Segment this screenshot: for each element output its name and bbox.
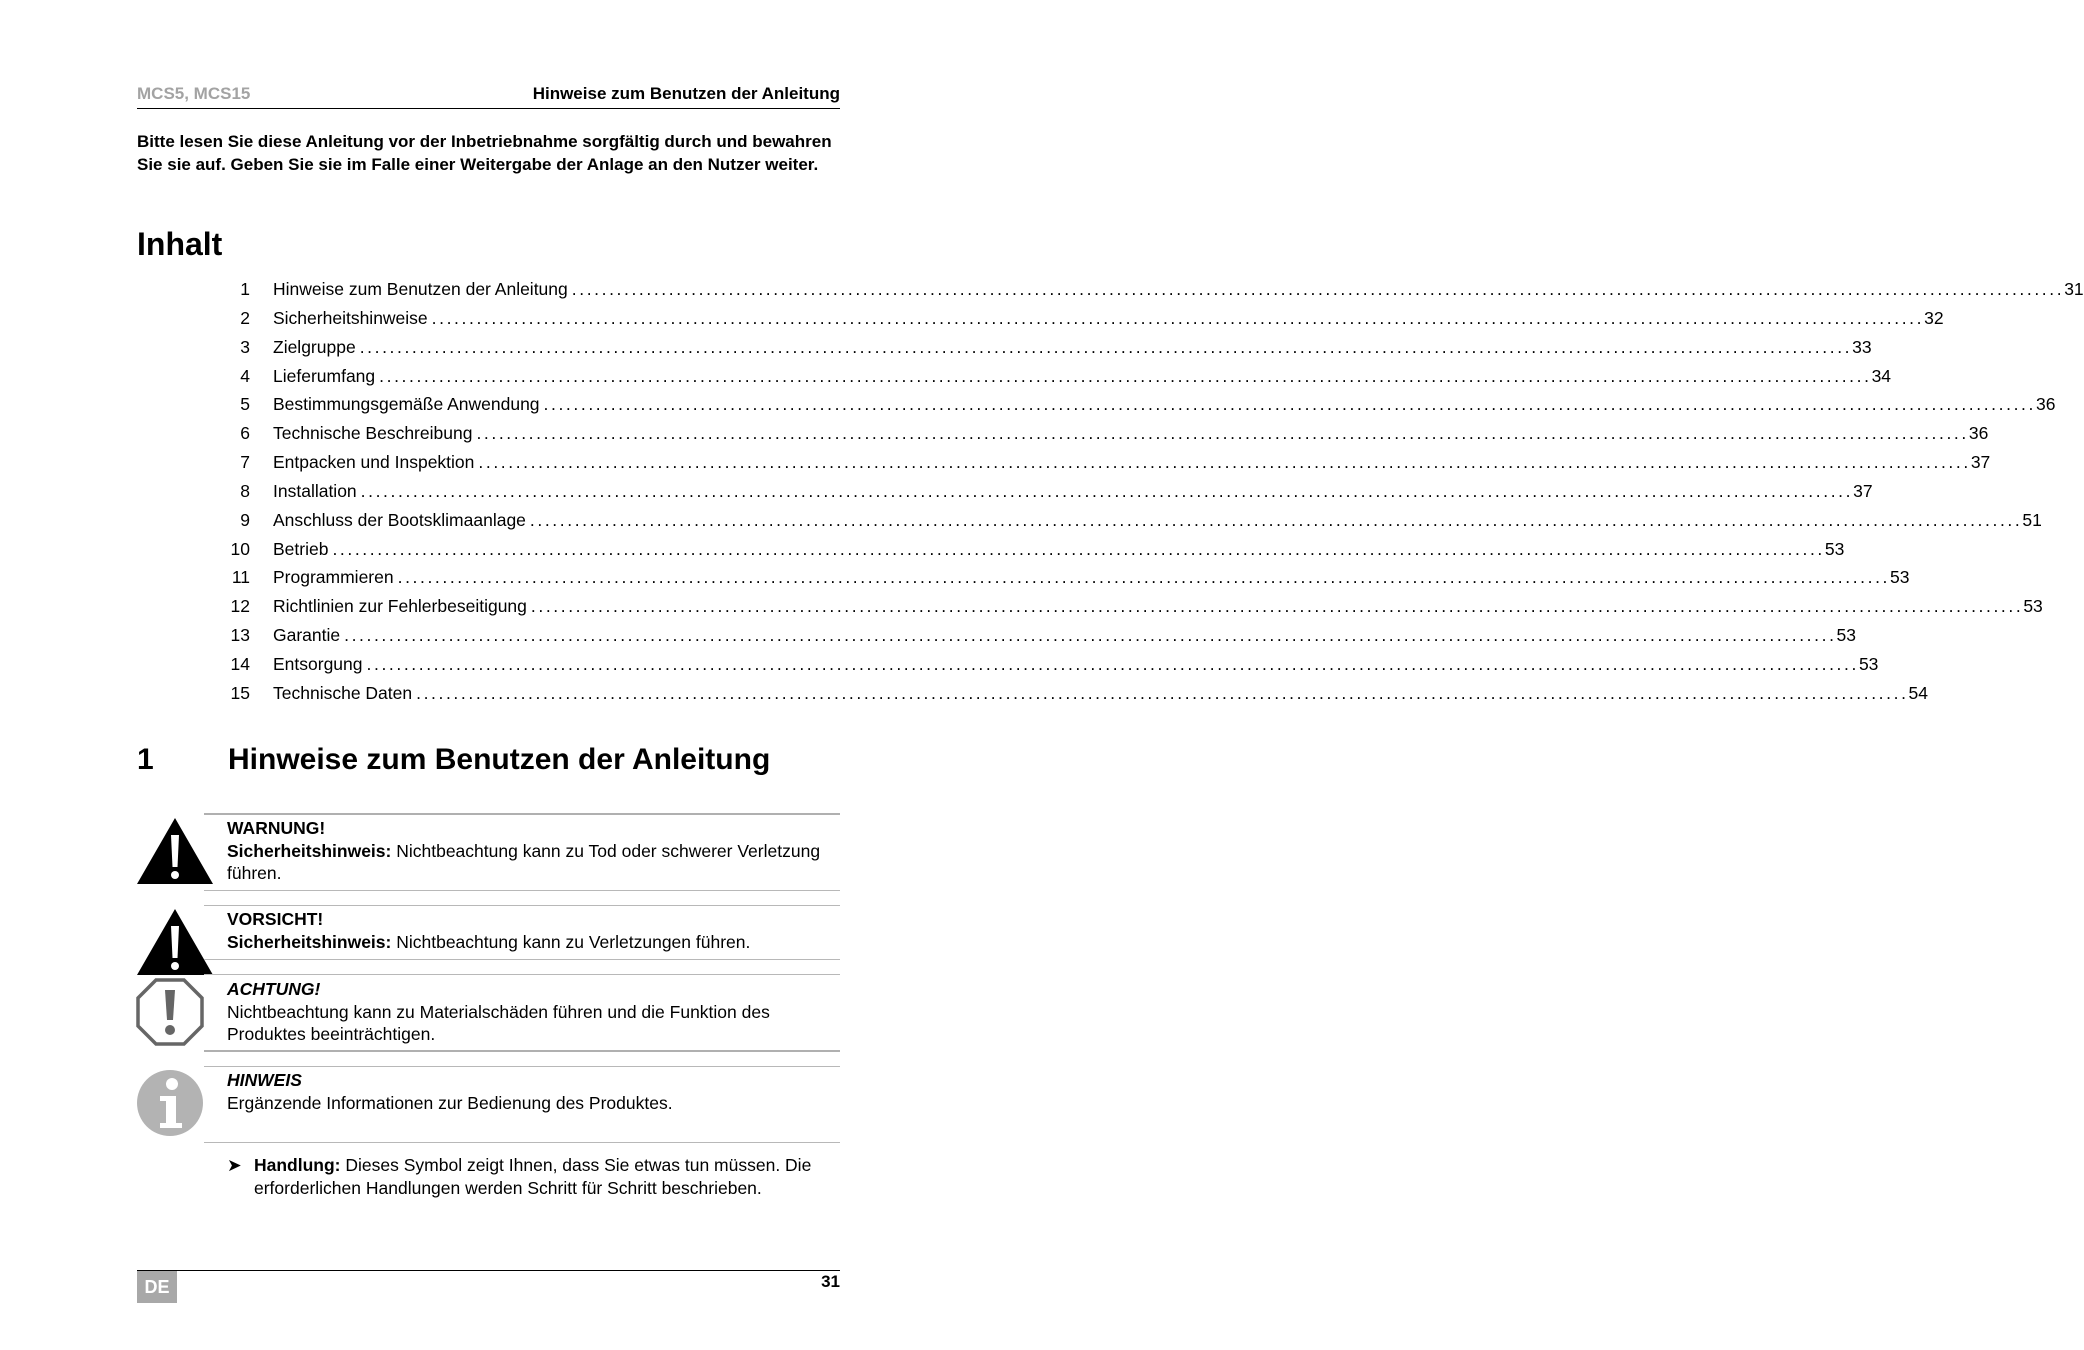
caution-heading: VORSICHT! (227, 909, 324, 929)
caution-body: Nichtbeachtung kann zu Verletzungen führen. (391, 931, 751, 952)
toc-entry[interactable] (223, 420, 1989, 449)
warning-triangle-icon (136, 817, 214, 885)
table-of-contents (223, 276, 2084, 709)
toc-entry-label: Technische Beschreibung (273, 423, 473, 444)
footer-divider (137, 1270, 840, 1271)
toc-entry-body (273, 478, 1873, 504)
toc-entry-body (273, 363, 1892, 389)
toc-entry-number: 6 (240, 423, 250, 444)
toc-entry-label: Garantie (273, 625, 341, 646)
divider (204, 959, 840, 960)
toc-entry-page: 37 (1853, 480, 1873, 501)
toc-leader-dots: ........................................................................................................................................................................................................ (416, 682, 1909, 703)
divider (204, 974, 840, 975)
toc-entry-label: Entsorgung (273, 653, 363, 674)
toc-leader-dots: ........................................................................................................................................................................................................ (379, 365, 1872, 386)
toc-leader-dots: ........................................................................................................................................................................................................ (359, 336, 1853, 357)
header-divider (137, 108, 840, 109)
toc-leader-dots: ........................................................................................................................................................................................................ (344, 625, 1837, 646)
toc-entry[interactable] (223, 680, 1929, 709)
toc-leader-dots: ........................................................................................................................................................................................................ (478, 452, 1971, 473)
toc-entry-number: 13 (230, 625, 250, 646)
toc-leader-dots: ........................................................................................................................................................................................................ (366, 653, 1859, 674)
section-title: Hinweise zum Benutzen der Anleitung (228, 743, 771, 776)
warning-label: Sicherheitshinweis: (227, 840, 392, 861)
caution-text (227, 931, 847, 954)
toc-entry-body (273, 680, 1929, 706)
toc-leader-dots: ........................................................................................................................................................................................................ (397, 567, 1891, 588)
toc-entry[interactable] (223, 449, 1991, 478)
toc-entry-page: 32 (1924, 307, 1944, 328)
toc-entry-number: 10 (230, 538, 250, 559)
toc-title: Inhalt (137, 226, 223, 262)
toc-leader-dots: ........................................................................................................................................................................................................ (529, 509, 2023, 530)
toc-entry-page: 53 (1836, 625, 1857, 646)
toc-entry-label: Bestimmungsgemäße Anwendung (273, 394, 540, 415)
toc-entry-body (273, 391, 2056, 417)
toc-entry[interactable] (223, 593, 2043, 622)
toc-entry-number: 4 (240, 365, 250, 386)
info-note (227, 1069, 847, 1114)
divider (204, 1050, 840, 1052)
toc-leader-dots: ........................................................................................................................................................................................................ (571, 279, 2065, 299)
toc-entry[interactable] (223, 363, 1892, 392)
toc-entry-body (273, 564, 1910, 590)
toc-entry-number: 1 (240, 279, 250, 299)
toc-entry-label: Hinweise zum Benutzen der Anleitung (273, 279, 568, 299)
toc-leader-dots: ........................................................................................................................................................................................................ (543, 394, 2036, 415)
info-body: Ergänzende Informationen zur Bedienung des Produktes. (227, 1092, 673, 1113)
intro-paragraph: Bitte lesen Sie diese Anleitung vor der Inbetriebnahme sorgfältig durch und bewahren Sie sie auf. Geben Sie sie im Falle einer Weitergabe der Anlage an den Nutzer weiter. (137, 132, 832, 174)
info-heading: HINWEIS (227, 1070, 302, 1090)
toc-entry-body (273, 536, 1845, 562)
toc-leader-dots: ........................................................................................................................................................................................................ (332, 538, 1825, 559)
caution-triangle-icon (136, 908, 214, 976)
toc-entry-number: 15 (230, 682, 250, 703)
toc-entry-label: Richtlinien zur Fehlerbeseitigung (273, 596, 527, 617)
language-badge: DE (137, 1271, 177, 1303)
caution-label: Sicherheitshinweis: (227, 931, 392, 952)
toc-entry-page: 53 (1858, 653, 1879, 674)
toc-entry-body (273, 651, 1879, 677)
toc-leader-dots: ........................................................................................................................................................................................................ (530, 596, 2024, 617)
toc-entry-label: Installation (273, 480, 357, 501)
toc-entry-body (273, 420, 1989, 446)
attention-body: Nichtbeachtung kann zu Materialschäden führen und die Funktion des Produktes beeinträchtigen. (227, 1001, 770, 1044)
stop-octagon-icon (136, 978, 204, 1046)
action-text (254, 1154, 854, 1199)
toc-entry-body (273, 593, 2043, 619)
toc-entry-body (273, 449, 1991, 475)
toc-entry[interactable] (223, 305, 1944, 334)
toc-entry-page: 37 (1970, 452, 1991, 473)
toc-entry[interactable] (223, 276, 2084, 305)
toc-entry[interactable] (223, 622, 1857, 651)
toc-entry-page: 51 (2022, 509, 2042, 530)
warning-body: Nichtbeachtung kann zu Tod oder schwerer Verletzung führen. (227, 840, 821, 883)
section-number: 1 (137, 743, 154, 776)
toc-entry-page: 54 (1908, 682, 1929, 703)
toc-entry-page: 36 (1968, 423, 1989, 444)
attention-note (227, 978, 847, 1046)
divider (204, 1142, 840, 1143)
divider (204, 905, 840, 906)
toc-entry-number: 12 (230, 596, 250, 617)
toc-entry-body (273, 334, 1872, 360)
toc-entry-number: 3 (240, 336, 250, 357)
action-arrow-icon: ➤ (227, 1155, 242, 1175)
divider (204, 890, 840, 891)
divider (204, 1066, 840, 1067)
page-number: 31 (821, 1272, 840, 1291)
header-title: Hinweise zum Benutzen der Anleitung (532, 84, 840, 103)
toc-entry-label: Programmieren (273, 567, 394, 588)
toc-entry-body (273, 622, 1857, 648)
toc-entry-label: Anschluss der Bootsklimaanlage (273, 509, 526, 530)
action-body: Dieses Symbol zeigt Ihnen, dass Sie etwas tun müssen. Die erforderlichen Handlungen werden Schritt für Schritt beschrieben. (254, 1155, 812, 1198)
toc-entry[interactable] (223, 507, 2042, 536)
toc-entry-body (273, 305, 1944, 331)
toc-entry-page: 33 (1852, 336, 1872, 357)
toc-entry[interactable] (223, 334, 1872, 363)
warning-text (227, 840, 847, 885)
toc-leader-dots: ........................................................................................................................................................................................................ (360, 480, 1854, 501)
toc-entry-label: Sicherheitshinweise (273, 307, 428, 328)
toc-leader-dots: ........................................................................................................................................................................................................ (476, 423, 1969, 444)
toc-entry-page: 31 (2064, 279, 2084, 299)
toc-entry-page: 53 (2023, 596, 2043, 617)
toc-entry-page: 34 (1871, 365, 1892, 386)
toc-entry-label: Entpacken und Inspektion (273, 452, 475, 473)
toc-leader-dots: ........................................................................................................................................................................................................ (431, 307, 1925, 328)
warning-heading: WARNUNG! (227, 818, 326, 838)
toc-entry-number: 7 (240, 452, 250, 473)
toc-entry-number: 5 (240, 394, 250, 415)
toc-entry-page: 36 (2035, 394, 2056, 415)
toc-entry-body (273, 507, 2042, 533)
toc-entry-number: 14 (230, 653, 250, 674)
toc-entry-number: 2 (240, 307, 250, 328)
toc-entry-label: Zielgruppe (273, 336, 356, 357)
divider (204, 813, 840, 815)
attention-heading: ACHTUNG! (227, 979, 321, 999)
toc-entry-label: Lieferumfang (273, 365, 376, 386)
toc-entry-body (273, 276, 2084, 302)
warning-note (227, 817, 847, 885)
toc-entry-label: Betrieb (273, 538, 329, 559)
toc-entry[interactable] (223, 651, 1879, 680)
toc-entry-number: 8 (240, 480, 250, 501)
info-icon (136, 1069, 204, 1137)
toc-entry-label: Technische Daten (273, 682, 413, 703)
toc-entry-page: 53 (1824, 538, 1845, 559)
toc-entry[interactable] (223, 478, 1873, 507)
toc-entry[interactable] (223, 564, 1910, 593)
toc-entry-number: 9 (240, 509, 250, 530)
toc-entry-page: 53 (1890, 567, 1910, 588)
toc-entry-number: 11 (231, 567, 250, 588)
caution-note (227, 908, 847, 953)
action-label: Handlung: (254, 1155, 341, 1175)
toc-entry[interactable] (223, 391, 2056, 420)
header-model: MCS5, MCS15 (137, 84, 251, 103)
toc-entry[interactable] (223, 536, 1845, 565)
